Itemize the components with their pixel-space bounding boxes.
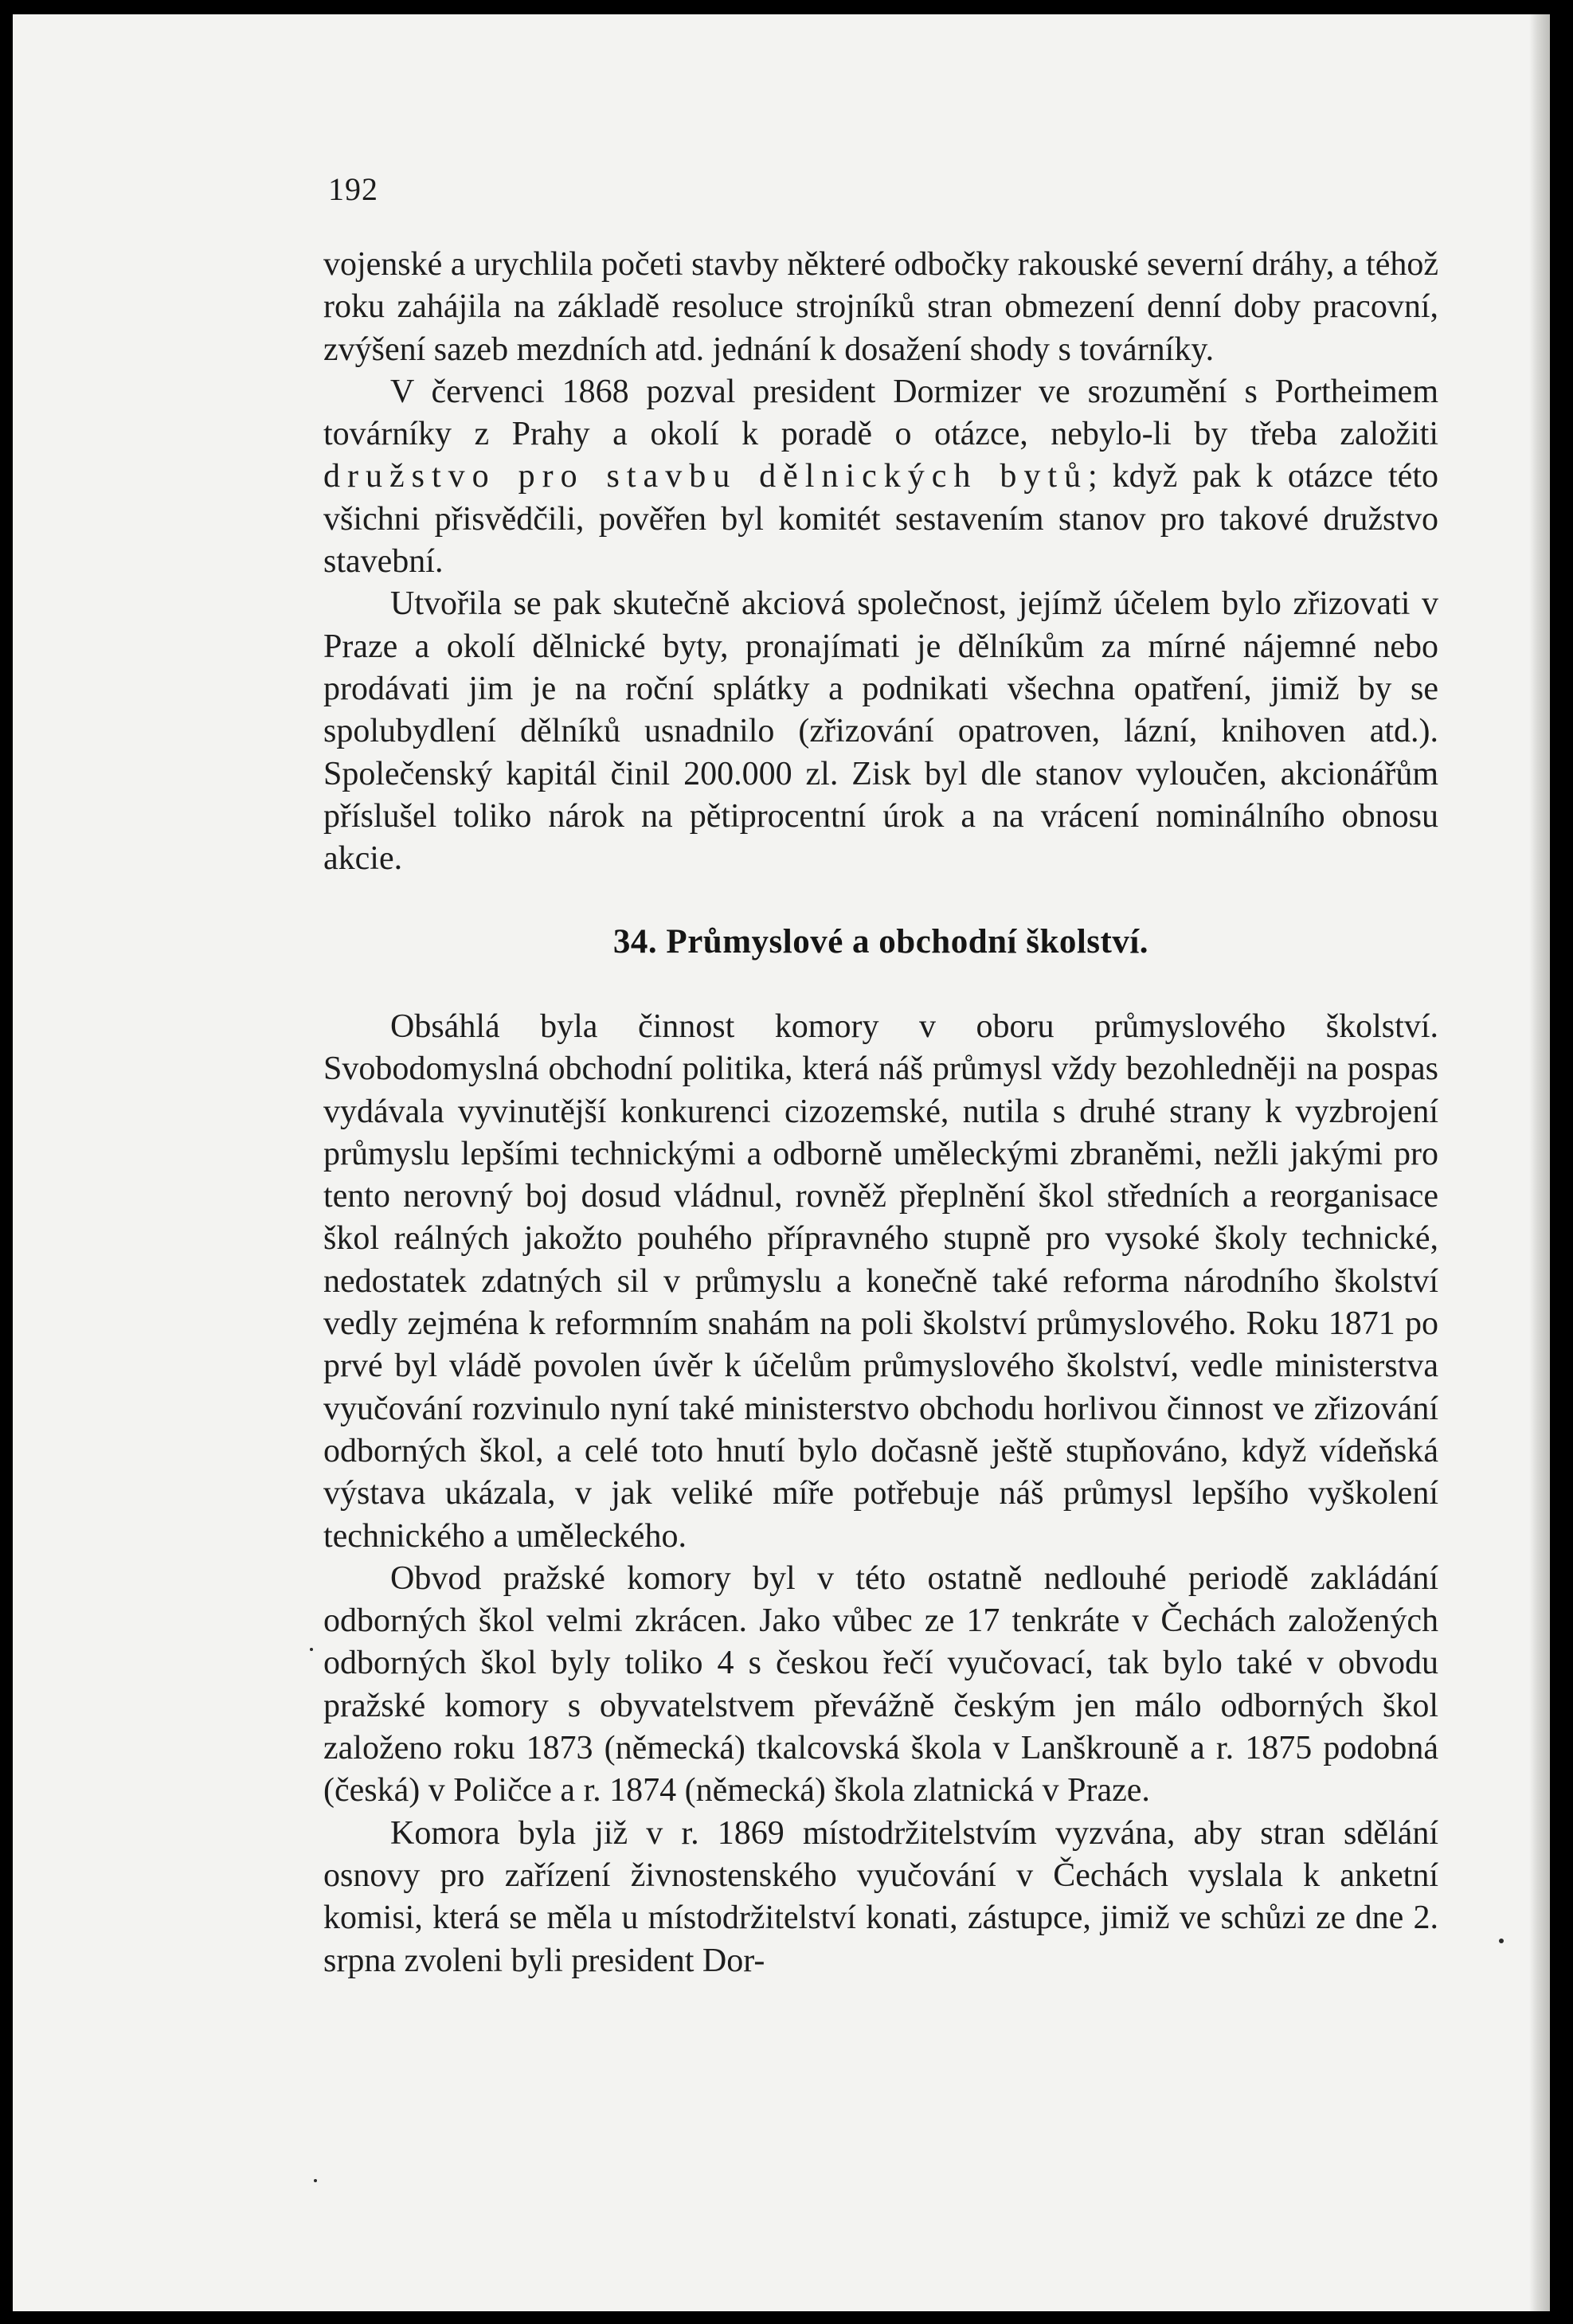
text-block-top <box>323 244 1438 880</box>
page-edge-shadow <box>1529 14 1550 2311</box>
page-number: 192 <box>328 171 378 207</box>
paragraph-text: Obvod pražské komory byl v této ostatně nedlouhé periodě zakládání odborných škol velmi zkrácen. Jako vůbec ze 17 tenkráte v Čechách založených odborných škol byly toliko 4 s českou řečí vyučovací, tak bylo také v obvodu pražské komory s obyvatelstvem převážně českým jen málo odborných škol založeno roku 1873 (německá) tkalcovská škola v Lanškrouně a r. 1875 podobná (česká) v Poličce a r. 1874 (německá) škola zlatnická v Praze. <box>323 1559 1438 1810</box>
paragraph <box>323 244 1438 371</box>
paragraph <box>323 583 1438 880</box>
paragraph-text: Komora byla již v r. 1869 místodržitelstvím vyzvána, aby stran sdělání osnovy pro zařízení živnostenského vyučování v Čechách vyslala k anketní komisi, která se měla u místodržitelství konati, zástupce, jimiž ve schůzi ze dne 2. srpna zvoleni byli president Dor- <box>323 1814 1438 1979</box>
paragraph-text: Utvořila se pak skutečně akciová společnost, jejímž účelem bylo zřizovati v Praze a okolí dělnické byty, pronajímati je dělníkům za mírné nájemné nebo prodávati jim je na roční splátky a podnikati všechna opatření, jimiž by se spolubydlení dělníků usnadnilo (zřizování opatroven, lázní, knihoven atd.). Společenský kapitál činil 200.000 zl. Zisk byl dle stanov vyloučen, akcionářům příslušel toliko nárok na pětiprocentní úrok a na vrácení nominálního obnosu akcie. <box>323 585 1438 878</box>
book-page <box>13 14 1550 2311</box>
emphasized-text: družstvo pro stavbu dělnických bytů <box>323 458 1089 495</box>
paragraph <box>323 1006 1438 1558</box>
paragraph-text: V červenci 1868 pozval president Dormizer ve srozumění s Portheimem továrníky z Prahy a okolí k poradě o otázce, nebylo-li by třeba založiti <box>323 373 1438 453</box>
section-heading: 34. Průmyslové a obchodní školství. <box>612 923 1149 961</box>
paragraph <box>323 1813 1438 1982</box>
paragraph-text: ; když pak k otázce této všichni přisvědčili, pověřen byl komitét sestavením stanov pro takové družstvo stavební. <box>323 458 1438 581</box>
scan-speck <box>1499 1939 1504 1943</box>
scan-speck <box>314 2179 317 2182</box>
text-block-bottom <box>323 1006 1438 1982</box>
paragraph <box>323 371 1438 583</box>
paragraph <box>323 1558 1438 1813</box>
scan-speck <box>310 1648 313 1651</box>
paragraph-text: Obsáhlá byla činnost komory v oboru průmyslového školství. Svobodomyslná obchodní politika, která náš průmysl vždy bezohledněji na pospas vydávala vyvinutější konkurenci cizozemské, nutila s druhé strany k vyzbrojení průmyslu lepšími technickými a odborně uměleckými zbraněmi, nežli jakými pro tento nerovný boj dosud vládnul, rovněž přeplnění škol středních a reorganisace škol reálných jakožto pouhého přípravného stupně pro vysoké školy technické, nedostatek zdatných sil v průmyslu a konečně také reforma národního školství vedly zejména k reformním snahám na poli školství průmyslového. Roku 1871 po prvé byl vládě povolen úvěr k účelům průmyslového školství, vedle ministerstva vyučování rozvinulo nyní také ministerstvo obchodu horlivou činnost ve zřizování odborných škol, a celé toto hnutí bylo dočasně ještě stupňováno, když vídeňská výstava ukázala, v jak veliké míře potřebuje náš průmysl lepšího vyškolení technického a uměleckého. <box>323 1008 1438 1555</box>
paragraph-text: vojenské a urychlila početi stavby některé odbočky rakouské severní dráhy, a téhož roku zahájila na základě resoluce strojníků stran obmezení denní doby pracovní, zvýšení sazeb mezdních atd. jednání k dosažení shody s továrníky. <box>323 246 1438 368</box>
